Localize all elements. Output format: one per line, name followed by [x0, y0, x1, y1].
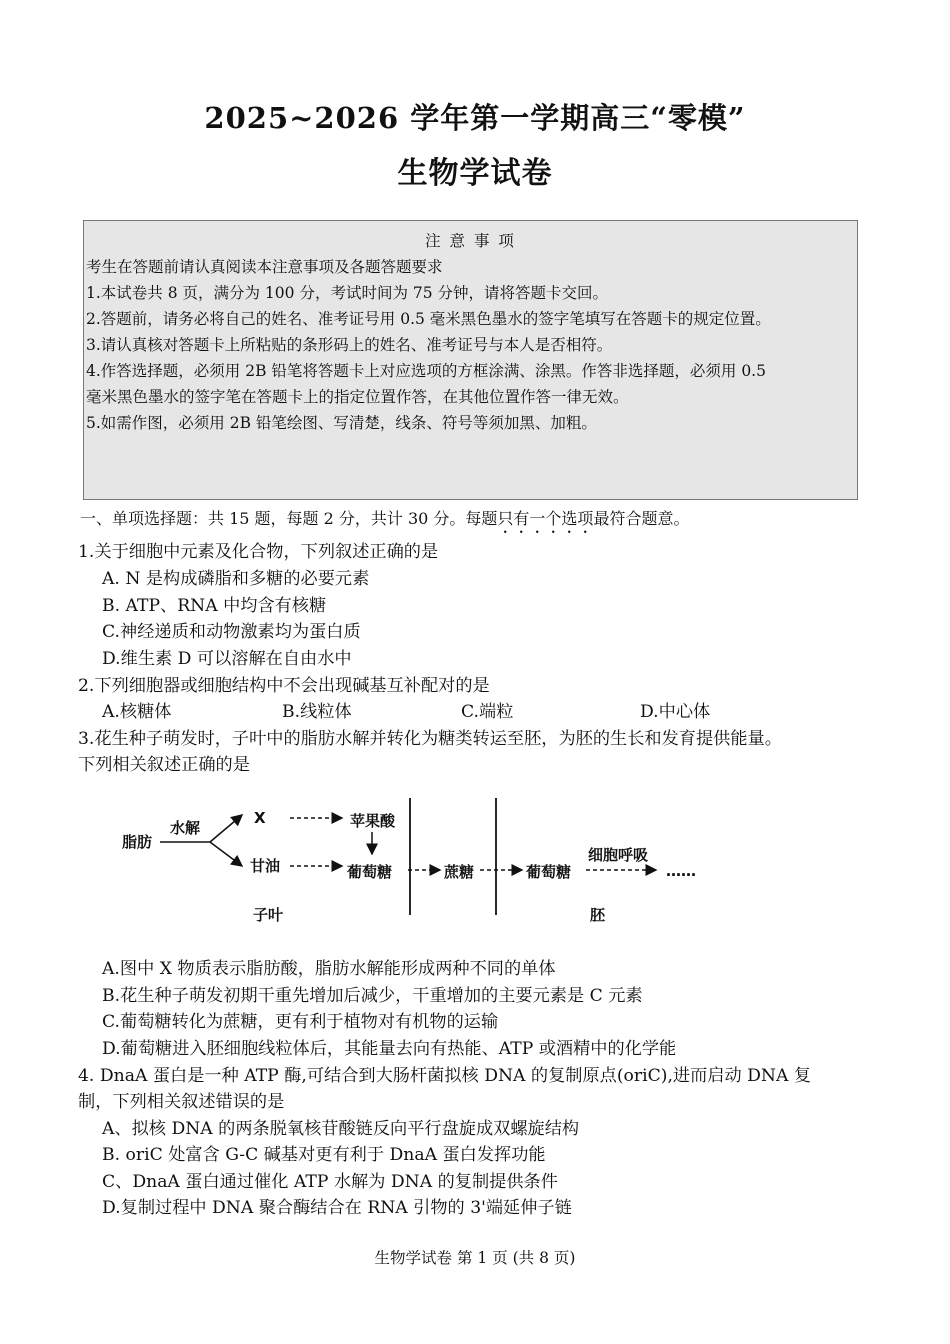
question-2-option-c: C.端粒 [461, 702, 514, 722]
question-4-stem-line2: 制，下列相关叙述错误的是 [78, 1092, 285, 1112]
exam-title: 2025~2026 学年第一学期高三“零模” [204, 101, 746, 135]
notice-line: 毫米黑色墨水的签字笔在答题卡上的指定位置作答，在其他位置作答一律无效。 [86, 388, 629, 406]
question-2-option-a: A.核糖体 [102, 702, 172, 722]
question-1-option-d: D.维生素 D 可以溶解在自由水中 [102, 649, 352, 669]
diagram-glucose-embryo-label: 葡萄糖 [526, 863, 572, 881]
question-3-stem-line1: 3.花生种子萌发时，子叶中的脂肪水解并转化为糖类转运至胚，为胚的生长和发育提供能量。 [78, 729, 782, 749]
diagram-sucrose-label: 蔗糖 [444, 863, 475, 881]
diagram-glucose-label: 葡萄糖 [347, 863, 393, 881]
diagram-x-label: X [254, 809, 266, 827]
notice-line: 1.本试卷共 8 页，满分为 100 分，考试时间为 75 分钟，请将答题卡交回。 [86, 284, 609, 302]
diagram-embryo-label: 胚 [590, 906, 606, 924]
section-intro-text: 一、单项选择题：共 15 题，每题 2 分，共计 30 分。每题 [80, 509, 498, 528]
notice-line: 4.作答选择题，必须用 2B 铅笔将答题卡上对应选项的方框涂满、涂黑。作答非选择题，必须用 0.5 [86, 362, 766, 380]
question-4-option-c: C、DnaA 蛋白通过催化 ATP 水解为 DNA 的复制提供条件 [102, 1172, 558, 1192]
question-3-option-c: C.葡萄糖转化为蔗糖，更有利于植物对有机物的运输 [102, 1012, 499, 1032]
notice-line: 2.答题前，请务必将自己的姓名、准考证号用 0.5 毫米黑色墨水的签字笔填写在答题卡的规定位置。 [86, 310, 771, 328]
notice-line: 考生在答题前请认真阅读本注意事项及各题答题要求 [86, 258, 443, 276]
notice-line: 5.如需作图，必须用 2B 铅笔绘图、写清楚，线条、符号等须加黑、加粗。 [86, 414, 597, 432]
question-2-stem: 2.下列细胞器或细胞结构中不会出现碱基互补配对的是 [78, 676, 490, 696]
question-1-option-a: A. N 是构成磷脂和多糖的必要元素 [102, 569, 370, 589]
question-2-option-d: D.中心体 [640, 702, 711, 722]
diagram-glycerol-label: 甘油 [250, 857, 281, 875]
question-2-option-b: B.线粒体 [282, 702, 352, 722]
question-3-option-b: B.花生种子萌发初期干重先增加后减少，干重增加的主要元素是 C 元素 [102, 986, 643, 1006]
question-4-option-b: B. oriC 处富含 G-C 碱基对更有利于 DnaA 蛋白发挥功能 [102, 1145, 546, 1165]
diagram-cotyledon-label: 子叶 [253, 906, 284, 924]
question-1-option-b: B. ATP、RNA 中均含有核糖 [102, 596, 327, 616]
page-footer: 生物学试卷 第 1 页 (共 8 页) [374, 1249, 576, 1267]
question-3-option-a: A.图中 X 物质表示脂肪酸，脂肪水解能形成两种不同的单体 [102, 959, 556, 979]
question-3-stem-line2: 下列相关叙述正确的是 [78, 755, 250, 775]
fat-conversion-diagram [110, 790, 730, 950]
notice-heading: 注 意 事 项 [425, 232, 516, 250]
diagram-fat-label: 脂肪 [122, 833, 153, 851]
diagram-respiration-label: 细胞呼吸 [588, 846, 649, 864]
question-4-option-d: D.复制过程中 DNA 聚合酶结合在 RNA 引物的 3'端延伸子链 [102, 1198, 572, 1218]
diagram-malic-acid-label: 苹果酸 [350, 812, 396, 830]
notice-line: 3.请认真核对答题卡上所粘贴的条形码上的姓名、准考证号与本人是否相符。 [86, 336, 613, 354]
question-3-option-d: D.葡萄糖进入胚细胞线粒体后，其能量去向有热能、ATP 或酒精中的化学能 [102, 1039, 677, 1059]
exam-subject-title: 生物学试卷 [397, 156, 553, 191]
section-intro-text-end: 最符合题意。 [593, 509, 690, 528]
question-1-stem: 1.关于细胞中元素及化合物，下列叙述正确的是 [78, 542, 439, 562]
section-intro-emphasis: 只有一个选项 [497, 509, 594, 528]
question-4-stem-line1: 4. DnaA 蛋白是一种 ATP 酶,可结合到大肠杆菌拟核 DNA 的复制原点(oriC),进而启动 DNA 复 [78, 1066, 812, 1086]
diagram-branch-x [210, 815, 242, 842]
diagram-hydrolysis-label: 水解 [170, 819, 201, 837]
question-4-option-a: A、拟核 DNA 的两条脱氧核苷酸链反向平行盘旋成双螺旋结构 [102, 1119, 580, 1139]
diagram-branch-glycerol [210, 842, 242, 866]
section-intro [80, 506, 689, 537]
notice-box [83, 220, 858, 500]
question-1-option-c: C.神经递质和动物激素均为蛋白质 [102, 622, 361, 642]
diagram-continuation-dots: …… [666, 862, 696, 880]
